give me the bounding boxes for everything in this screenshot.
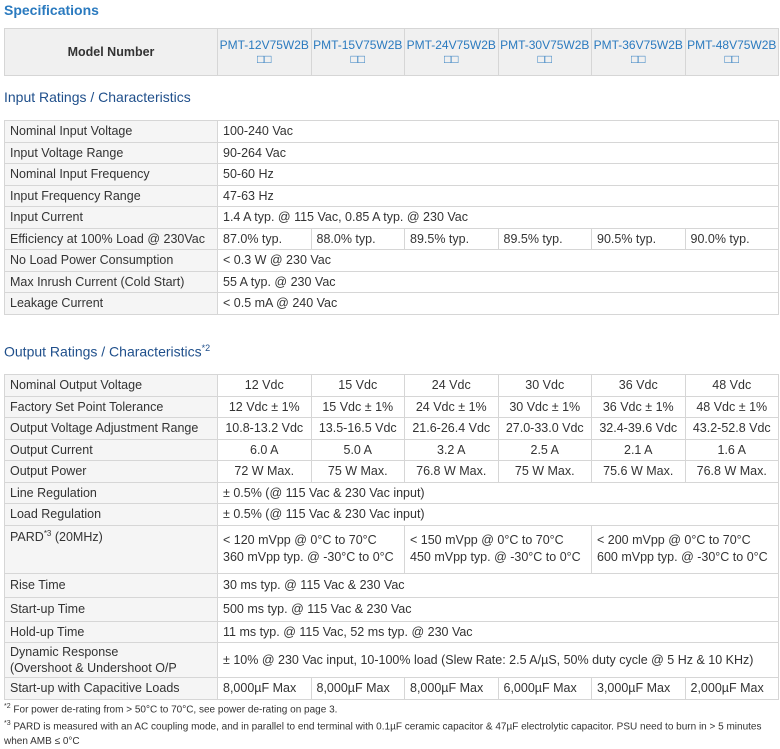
model-header-row <box>5 29 779 76</box>
row-value: 36 Vdc ± 1% <box>592 396 686 418</box>
table-row <box>5 250 779 272</box>
row-value: ± 0.5% (@ 115 Vac & 230 Vac input) <box>218 504 779 526</box>
row-label <box>5 643 218 678</box>
row-value: < 0.3 W @ 230 Vac <box>218 250 779 272</box>
table-row <box>5 439 779 461</box>
model-number-label: Model Number <box>5 29 218 76</box>
pard-group <box>218 525 405 573</box>
pard-line: 600 mVpp typ. @ -30°C to 0°C <box>597 550 768 564</box>
table-row <box>5 271 779 293</box>
row-value: 100-240 Vac <box>218 121 779 143</box>
model-cell <box>218 29 312 76</box>
table-row <box>5 482 779 504</box>
row-value: 1.6 A <box>685 439 779 461</box>
output-section-heading <box>4 343 210 360</box>
pard-line: < 200 mVpp @ 0°C to 70°C <box>597 533 751 547</box>
model-suffix: □□ <box>444 52 459 66</box>
model-suffix: □□ <box>631 52 646 66</box>
row-value: 32.4-39.6 Vdc <box>592 418 686 440</box>
row-value: 5.0 A <box>311 439 405 461</box>
table-row <box>5 142 779 164</box>
footnote-marker: *3 <box>4 720 11 728</box>
row-label: Hold-up Time <box>5 621 218 643</box>
pard-sup: *3 <box>43 528 52 538</box>
row-value: 72 W Max. <box>218 461 312 483</box>
row-label: Rise Time <box>5 573 218 597</box>
row-value: 6,000µF Max <box>498 678 592 700</box>
model-cell <box>498 29 592 76</box>
row-value: 24 Vdc ± 1% <box>405 396 499 418</box>
row-value: 76.8 W Max. <box>405 461 499 483</box>
table-row <box>5 643 779 678</box>
footnote <box>4 717 779 748</box>
row-label: Input Voltage Range <box>5 142 218 164</box>
pard-label: PARD <box>10 529 44 544</box>
row-label: Max Inrush Current (Cold Start) <box>5 271 218 293</box>
row-value: 8,000µF Max <box>311 678 405 700</box>
table-row <box>5 228 779 250</box>
row-value: 27.0-33.0 Vdc <box>498 418 592 440</box>
table-row <box>5 597 779 621</box>
row-value: 11 ms typ. @ 115 Vac, 52 ms typ. @ 230 Vac <box>218 621 779 643</box>
row-value: 13.5-16.5 Vdc <box>311 418 405 440</box>
row-value: 2,000µF Max <box>685 678 779 700</box>
row-label: Nominal Input Frequency <box>5 164 218 186</box>
footnote <box>4 700 779 717</box>
table-row <box>5 293 779 315</box>
table-row <box>5 396 779 418</box>
footnote-text: For power de-rating from > 50°C to 70°C, see power de-rating on page 3. <box>10 704 338 716</box>
row-value: 3.2 A <box>405 439 499 461</box>
row-value: 48 Vdc ± 1% <box>685 396 779 418</box>
row-value: 8,000µF Max <box>218 678 312 700</box>
row-value: 15 Vdc <box>311 375 405 397</box>
row-value: 12 Vdc ± 1% <box>218 396 312 418</box>
table-row <box>5 185 779 207</box>
model-suffix: □□ <box>724 52 739 66</box>
row-value: 75 W Max. <box>311 461 405 483</box>
table-row <box>5 164 779 186</box>
footnote-marker: *2 <box>4 703 11 710</box>
row-value: 24 Vdc <box>405 375 499 397</box>
model-cell <box>685 29 779 76</box>
table-row <box>5 678 779 700</box>
efficiency-value: 89.5% typ. <box>498 228 592 250</box>
output-heading-text: Output Ratings / Characteristics <box>4 343 202 360</box>
row-value: 1.4 A typ. @ 115 Vac, 0.85 A typ. @ 230 Vac <box>218 207 779 229</box>
table-row <box>5 207 779 229</box>
output-ratings-table <box>4 374 779 700</box>
dynamic-label-line: (Overshoot & Undershoot O/P <box>10 661 177 675</box>
row-label: No Load Power Consumption <box>5 250 218 272</box>
page-title: Specifications <box>4 2 99 18</box>
efficiency-value: 90.5% typ. <box>592 228 686 250</box>
row-label: Factory Set Point Tolerance <box>5 396 218 418</box>
table-row <box>5 525 779 573</box>
table-row <box>5 121 779 143</box>
row-label: Output Power <box>5 461 218 483</box>
input-ratings-table <box>4 120 779 315</box>
model-cell <box>592 29 686 76</box>
model-header-table <box>4 28 779 76</box>
table-row <box>5 621 779 643</box>
efficiency-value: 87.0% typ. <box>218 228 312 250</box>
row-label: Input Current <box>5 207 218 229</box>
model-cell <box>311 29 405 76</box>
row-value: < 0.5 mA @ 240 Vac <box>218 293 779 315</box>
row-label: Leakage Current <box>5 293 218 315</box>
row-label: Output Current <box>5 439 218 461</box>
row-value: 90-264 Vac <box>218 142 779 164</box>
model-name: PMT-30V75W2B <box>500 38 590 52</box>
output-heading-sup: *2 <box>201 343 211 353</box>
row-value: 12 Vdc <box>218 375 312 397</box>
row-value: 36 Vdc <box>592 375 686 397</box>
model-name: PMT-48V75W2B <box>687 38 777 52</box>
footnote-text: PARD is measured with an AC coupling mode, and in parallel to end terminal with 0.1µF ceramic capacitor & 47µF electrolytic capacitor. PSU need to burn in > 5 minutes when AMB ≤ 0°C <box>4 721 762 747</box>
table-row <box>5 461 779 483</box>
row-value: 3,000µF Max <box>592 678 686 700</box>
row-value: 76.8 W Max. <box>685 461 779 483</box>
pard-line: < 120 mVpp @ 0°C to 70°C <box>223 533 377 547</box>
efficiency-value: 88.0% typ. <box>311 228 405 250</box>
pard-line: 360 mVpp typ. @ -30°C to 0°C <box>223 550 394 564</box>
model-name: PMT-36V75W2B <box>593 38 683 52</box>
row-value: 8,000µF Max <box>405 678 499 700</box>
row-value: 47-63 Hz <box>218 185 779 207</box>
row-label: Input Frequency Range <box>5 185 218 207</box>
model-name: PMT-12V75W2B <box>219 38 309 52</box>
table-row <box>5 573 779 597</box>
table-row <box>5 504 779 526</box>
row-value: 500 ms typ. @ 115 Vac & 230 Vac <box>218 597 779 621</box>
row-label: Efficiency at 100% Load @ 230Vac <box>5 228 218 250</box>
row-value: 55 A typ. @ 230 Vac <box>218 271 779 293</box>
row-value: 6.0 A <box>218 439 312 461</box>
row-value: 2.1 A <box>592 439 686 461</box>
pard-group <box>592 525 779 573</box>
row-label: Nominal Input Voltage <box>5 121 218 143</box>
row-value: ± 0.5% (@ 115 Vac & 230 Vac input) <box>218 482 779 504</box>
row-label: Start-up Time <box>5 597 218 621</box>
row-label: Nominal Output Voltage <box>5 375 218 397</box>
row-label: Start-up with Capacitive Loads <box>5 678 218 700</box>
row-value: 21.6-26.4 Vdc <box>405 418 499 440</box>
row-label: Output Voltage Adjustment Range <box>5 418 218 440</box>
model-cell <box>405 29 499 76</box>
efficiency-value: 89.5% typ. <box>405 228 499 250</box>
pard-group <box>405 525 592 573</box>
row-value: 30 Vdc <box>498 375 592 397</box>
model-name: PMT-24V75W2B <box>406 38 496 52</box>
row-value: 50-60 Hz <box>218 164 779 186</box>
pard-line: 450 mVpp typ. @ -30°C to 0°C <box>410 550 581 564</box>
row-label: Line Regulation <box>5 482 218 504</box>
input-section-heading: Input Ratings / Characteristics <box>4 89 191 105</box>
row-value: 75 W Max. <box>498 461 592 483</box>
row-value: 30 Vdc ± 1% <box>498 396 592 418</box>
pard-label-suffix: (20MHz) <box>51 529 103 544</box>
row-value: 10.8-13.2 Vdc <box>218 418 312 440</box>
row-label: Load Regulation <box>5 504 218 526</box>
row-value: 15 Vdc ± 1% <box>311 396 405 418</box>
efficiency-value: 90.0% typ. <box>685 228 779 250</box>
row-value: 75.6 W Max. <box>592 461 686 483</box>
row-value: 2.5 A <box>498 439 592 461</box>
row-label <box>5 525 218 573</box>
footnotes <box>4 700 779 749</box>
row-value: ± 10% @ 230 Vac input, 10-100% load (Slew Rate: 2.5 A/µS, 50% duty cycle @ 5 Hz & 10 KHz) <box>218 643 779 678</box>
model-name: PMT-15V75W2B <box>313 38 403 52</box>
row-value: 43.2-52.8 Vdc <box>685 418 779 440</box>
table-row <box>5 375 779 397</box>
model-suffix: □□ <box>350 52 365 66</box>
pard-line: < 150 mVpp @ 0°C to 70°C <box>410 533 564 547</box>
row-value: 48 Vdc <box>685 375 779 397</box>
model-suffix: □□ <box>537 52 552 66</box>
dynamic-label-line: Dynamic Response <box>10 645 119 659</box>
row-value: 30 ms typ. @ 115 Vac & 230 Vac <box>218 573 779 597</box>
table-row <box>5 418 779 440</box>
model-suffix: □□ <box>257 52 272 66</box>
